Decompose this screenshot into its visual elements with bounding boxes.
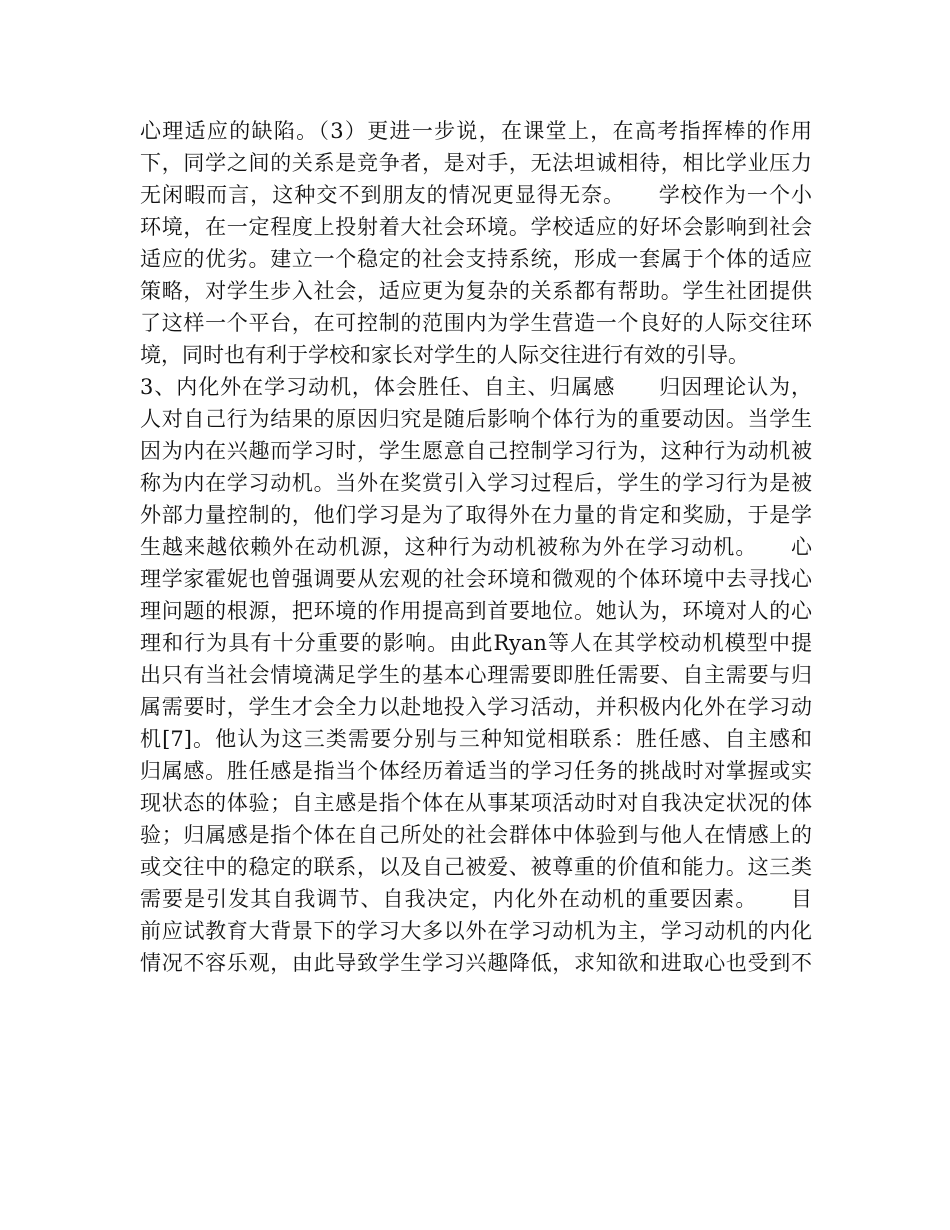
text-line: 归属感。胜任感是指当个体经历着适当的学习任务的挑战时对掌握或实	[140, 759, 812, 783]
text-line: 生越来越依赖外在动机源，这种行为动机被称为外在学习动机。 心	[140, 535, 812, 559]
text-line: 适应的优劣。建立一个稳定的社会支持系统，形成一套属于个体的适应	[140, 247, 812, 271]
text-line: 了这样一个平台，在可控制的范围内为学生营造一个良好的人际交往环	[140, 311, 812, 335]
text-line: 因为内在兴趣而学习时，学生愿意自己控制学习行为，这种行为动机被	[140, 439, 812, 463]
text-line: 验；归属感是指个体在自己所处的社会群体中体验到与他人在情感上的	[140, 823, 812, 847]
text-line: 理学家霍妮也曾强调要从宏观的社会环境和微观的个体环境中去寻找心	[140, 567, 812, 591]
text-line: 前应试教育大背景下的学习大多以外在学习动机为主，学习动机的内化	[140, 919, 812, 943]
text-line: 出只有当社会情境满足学生的基本心理需要即胜任需要、自主需要与归	[140, 663, 812, 687]
text-line: 理问题的根源，把环境的作用提高到首要地位。她认为，环境对人的心	[140, 599, 812, 623]
text-line: 下，同学之间的关系是竞争者，是对手，无法坦诚相待，相比学业压力	[140, 151, 812, 175]
text-line: 称为内在学习动机。当外在奖赏引入学习过程后，学生的学习行为是被	[140, 471, 812, 495]
body-text	[140, 115, 812, 979]
text-line: 人对自己行为结果的原因归究是随后影响个体行为的重要动因。当学生	[140, 407, 812, 431]
text-line: 外部力量控制的，他们学习是为了取得外在力量的肯定和奖励，于是学	[140, 503, 812, 527]
text-line: 需要是引发其自我调节、自我决定，内化外在动机的重要因素。 目	[140, 887, 812, 911]
text-line: 3、内化外在学习动机，体会胜任、自主、归属感 归因理论认为，	[140, 375, 812, 399]
text-line: 境，同时也有利于学校和家长对学生的人际交往进行有效的引导。	[140, 343, 749, 367]
text-line: 心理适应的缺陷。（3）更进一步说，在课堂上，在高考指挥棒的作用	[140, 119, 812, 143]
text-line: 策略，对学生步入社会，适应更为复杂的关系都有帮助。学生社团提供	[140, 279, 812, 303]
text-line: 现状态的体验；自主感是指个体在从事某项活动时对自我决定状况的体	[140, 791, 812, 815]
text-line: 无闲暇而言，这种交不到朋友的情况更显得无奈。 学校作为一个小	[140, 183, 812, 207]
text-line: 或交往中的稳定的联系，以及自己被爱、被尊重的价值和能力。这三类	[140, 855, 812, 879]
text-line: 情况不容乐观，由此导致学生学习兴趣降低，求知欲和进取心也受到不	[140, 951, 812, 975]
text-line: 环境，在一定程度上投射着大社会环境。学校适应的好坏会影响到社会	[140, 215, 812, 239]
text-line: 属需要时，学生才会全力以赴地投入学习活动，并积极内化外在学习动	[140, 695, 812, 719]
text-line: 机[7]。他认为这三类需要分别与三种知觉相联系：胜任感、自主感和	[140, 727, 812, 751]
text-line: 理和行为具有十分重要的影响。由此Ryan等人在其学校动机模型中提	[140, 631, 812, 655]
